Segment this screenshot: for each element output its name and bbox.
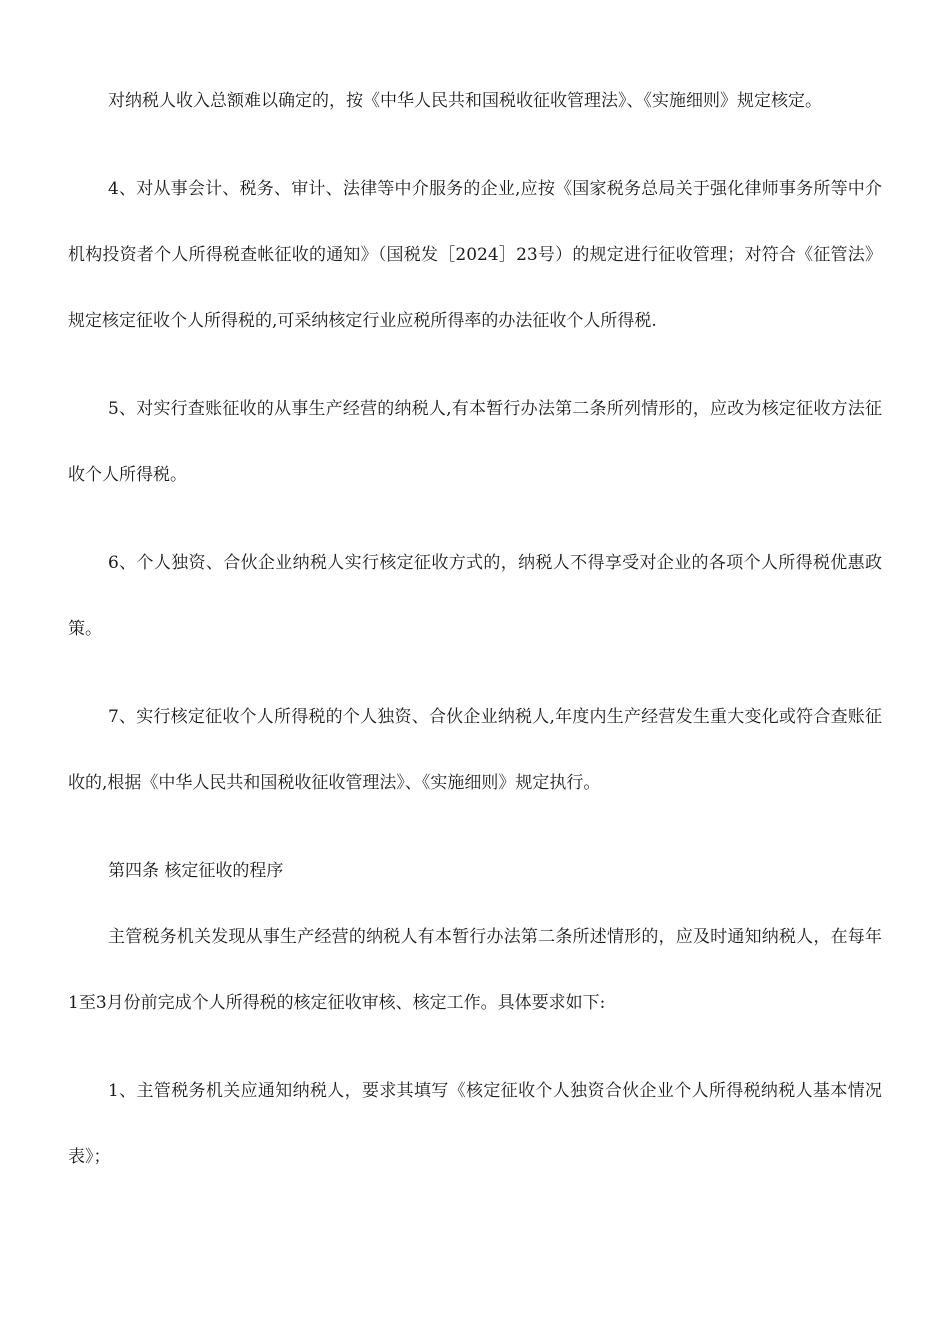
section-heading-article-4: 第四条 核定征收的程序: [108, 861, 284, 881]
document-body: [68, 68, 882, 1212]
paragraph-income-determination: 对纳税人收入总额难以确定的，按《中华人民共和国税收征收管理法》、《实施细则》规定核定。: [108, 91, 822, 111]
paragraph-procedure-intro: 主管税务机关发现从事生产经营的纳税人有本暂行办法第二条所述情形的，应及时通知纳税人，在每年1至3月份前完成个人所得税的核定征收审核、核定工作。具体要求如下:: [68, 927, 882, 1013]
paragraph-procedure-item-1: 1、主管税务机关应通知纳税人，要求其填写《核定征收个人独资合伙企业个人所得税纳税人基本情况表》；: [68, 1081, 882, 1167]
paragraph-item-7: 7、实行核定征收个人所得税的个人独资、合伙企业纳税人,年度内生产经营发生重大变化或符合查账征收的,根据《中华人民共和国税收征收管理法》、《实施细则》规定执行。: [68, 707, 882, 793]
paragraph-item-6: 6、个人独资、合伙企业纳税人实行核定征收方式的，纳税人不得享受对企业的各项个人所得税优惠政策。: [68, 553, 882, 639]
paragraph-item-5: 5、对实行查账征收的从事生产经营的纳税人,有本暂行办法第二条所列情形的，应改为核定征收方法征收个人所得税。: [68, 399, 882, 485]
paragraph-item-4: 4、对从事会计、税务、审计、法律等中介服务的企业,应按《国家税务总局关于强化律师事务所等中介机构投资者个人所得税查帐征收的通知》（国税发［2024］23号）的规定进行征收管理；对符合《征管法》规定核定征收个人所得税的,可采纳核定行业应税所得率的办法征收个人所得税.: [68, 179, 882, 331]
